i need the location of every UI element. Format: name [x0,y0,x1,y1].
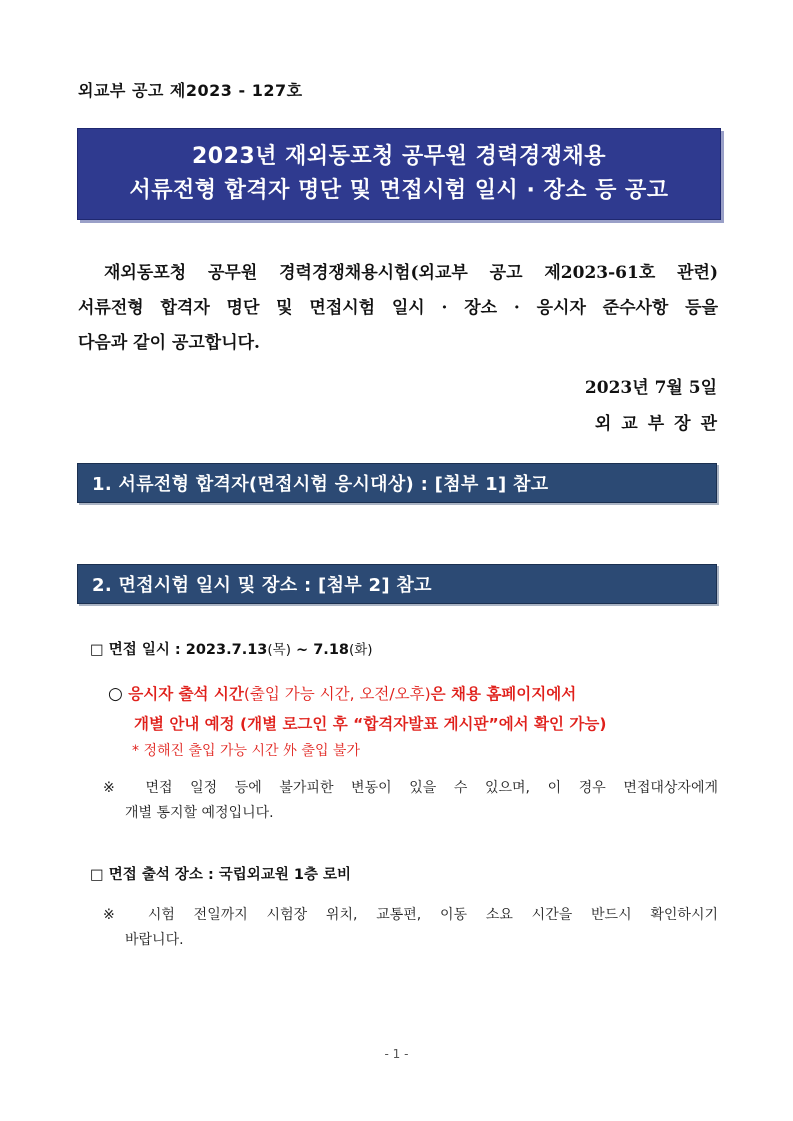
notice-date: 2023년 7월 5일 [584,378,717,398]
circle-bullet-icon: ○ [108,684,123,704]
interview-date-item [90,638,373,659]
interview-place-item [90,863,351,884]
section-1-header: 1. 서류전형 합격자(면접시험 응시대상) : [첨부 1] 참고 [77,463,717,503]
notice-number: 외교부 공고 제2023 - 127호 [78,81,303,100]
intro-line-1: 재외동포청 공무원 경력경쟁채용시험(외교부 공고 제2023-61호 관련) [104,263,718,283]
schedule-note-line-1: ※ 면접 일정 등에 불가피한 변동이 있을 수 있으며, 이 경우 면접대상자에게 [103,780,718,796]
interview-start-day: (목) [267,642,291,658]
place-note-line-1: ※ 시험 전일까지 시험장 위치, 교통편, 이동 소요 시간을 반드시 확인하시기 [103,907,718,923]
intro-line-3: 다음과 같이 공고합니다. [78,333,260,353]
place-note-line-2: 바랍니다. [125,932,184,948]
title-banner [77,128,721,220]
attendance-bold-b: 은 채용 홈페이지에서 [430,685,577,703]
title-line-1: 2023년 재외동포청 공무원 경력경쟁채용 [192,144,606,169]
date-separator: ~ [290,642,314,658]
interview-end-date: 7.18 [313,642,349,658]
interview-start-date: 2023.7.13 [185,642,268,658]
attendance-bold-a: 응시자 출석 시간 [128,685,244,703]
schedule-change-note [103,776,718,826]
intro-line-2: 서류전형 합격자 명단 및 면접시험 일시 · 장소 · 응시자 준수사항 등을 [78,298,718,318]
page-number: - 1 - [384,1047,409,1061]
issuer-name: 외교부장관 [594,414,727,434]
interview-place-label: 면접 출석 장소 : 국립외교원 1층 로비 [108,867,352,883]
intro-paragraph [78,256,718,361]
attendance-light-a: (출입 가능 시간, 오전/오후) [243,685,431,703]
square-bullet-icon: □ [90,642,104,658]
section-2-header: 2. 면접시험 일시 및 장소 : [첨부 2] 참고 [77,564,717,604]
place-check-note [103,903,718,953]
attendance-line-2: 개별 안내 예정 (개별 로그인 후 “합격자발표 게시판”에서 확인 가능) [134,715,607,733]
attendance-time-item [108,679,720,739]
title-line-2: 서류전형 합격자 명단 및 면접시험 일시 · 장소 등 공고 [129,178,669,203]
interview-end-day: (화) [349,642,373,658]
square-bullet-icon: □ [90,867,104,883]
interview-date-label: 면접 일시 : [108,642,186,658]
schedule-note-line-2: 개별 통지할 예정입니다. [125,805,274,821]
entry-restriction-note: * 정해진 출입 가능 시간 外 출입 불가 [132,743,360,759]
